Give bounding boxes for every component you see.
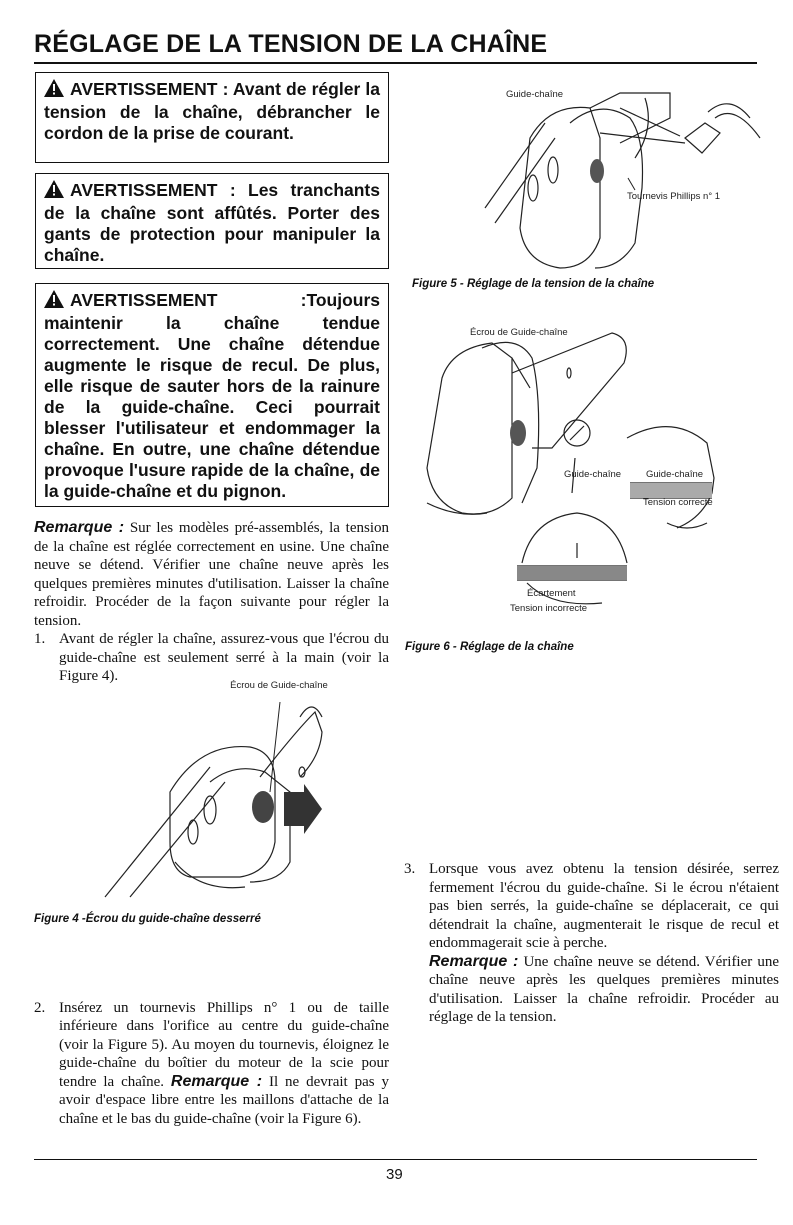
warning-icon [44, 180, 64, 203]
fig6-correct-label: Tension correcte [643, 497, 713, 508]
remark-text: Une chaîne neuve se détend. Vérifier une chaîne neuve après les quelques premières minutes d'utilisation. Laisser la chaîne refroidir. Procéder au réglage de la tension. [429, 953, 779, 1025]
fig5-screwdriver-label: Tournevis Phillips n° 1 [627, 191, 721, 202]
warning-icon [44, 79, 64, 102]
footer-rule [34, 1159, 757, 1160]
warning-box-sharp [35, 173, 389, 269]
step-text: Avant de régler la chaîne, assurez-vous que l'écrou du guide-chaîne est seulement serré à la main (voir la Figure 4). [59, 631, 389, 684]
figure-5-illustration [470, 78, 770, 278]
figure-6-caption: Figure 6 - Réglage de la chaîne [405, 641, 574, 653]
figure-4-illustration [60, 672, 360, 904]
step-2 [34, 999, 389, 1129]
figure-5-caption: Figure 5 - Réglage de la tension de la chaîne [412, 278, 655, 290]
step-number: 3. [404, 861, 416, 877]
warning-text: AVERTISSEMENT : Avant de régler la tension de la chaîne, débrancher le cordon de la prise de courant. [44, 79, 380, 143]
figure-4-caption: Figure 4 -Écrou du guide-chaîne desserré [34, 913, 261, 925]
page-number: 39 [386, 1166, 403, 1183]
step-3 [404, 860, 779, 1027]
step-text: Lorsque vous avez obtenu la tension désirée, serrez fermement l'écrou du guide-chaîne. Si le écrou n'étaient pas bien serrés, la guide-chaîne se déplacerait, ce qui détendrait la chaîne, augmenterait le risque de recul et endommagerait scie à perche. [429, 861, 779, 951]
fig6-nut-label: Écrou de Guide-chaîne [470, 327, 568, 338]
fig6-bar-label-correct: Guide-chaîne [646, 469, 704, 480]
warning-box-power [35, 72, 389, 163]
warning-text: AVERTISSEMENT : Les tranchants de la chaîne sont affûtés. Porter des gants de protection pour manipuler la chaîne. [44, 180, 380, 265]
step-number: 2. [34, 999, 46, 1016]
remark-label: Remarque : [429, 952, 519, 970]
fig6-gap-label: Écartement [527, 588, 576, 599]
step-text: Insérez un tournevis Phillips n° 1 ou de taille inférieure dans l'orifice au centre du guide-chaîne (voir la Figure 5). Au moyen du tournevis, éloignez le guide-chaîne du boîtier du moteur de la scie pour tendre la chaîne. [59, 999, 389, 1090]
remark-text: Sur les modèles pré-assemblés, la tension de la chaîne est réglée correctement en usine. Une chaîne neuve se détend. Vérifier une chaîne neuve après les quelques premières minutes d'utilisation. Laisser la chaîne refroidir. Procéder de la façon suivante pour régler la tension. [34, 520, 389, 629]
remark-paragraph [34, 519, 389, 630]
remark-paragraph-2 [429, 953, 779, 1027]
warning-text: AVERTISSEMENT :Toujours maintenir la chaîne tendue correctement. Une chaîne détendue augmente le risque de recul. De plus, elle risque de sauter hors de la rainure de la guide-chaîne. Ceci pourrait blesser l'utilisateur et endommager la chaîne. En outre, une chaîne détendue provoque l'usure rapide de la chaîne, de la guide-chaîne et du pignon. [44, 290, 380, 501]
step-text-continued: Il ne devrait pas y avoir d'espace libre entre les maillons d'attache de la chaîne et le bas du guide-chaîne (voir la Figure 6). [59, 1073, 390, 1127]
warning-icon [44, 290, 64, 313]
title-rule [34, 62, 757, 64]
figure-6-illustration [412, 318, 752, 618]
fig5-bar-label: Guide-chaîne [506, 89, 564, 100]
warning-box-tension [35, 283, 389, 507]
fig4-nut-label: Écrou de Guide-chaîne [230, 680, 328, 691]
fig6-incorrect-label: Tension incorrecte [510, 603, 588, 614]
remark-label: Remarque : [170, 1072, 263, 1090]
page-title: RÉGLAGE DE LA TENSION DE LA CHAÎNE [34, 30, 548, 58]
step-number: 1. [34, 631, 46, 647]
remark-label: Remarque : [34, 519, 125, 536]
fig6-bar-label: Guide-chaîne [564, 469, 622, 480]
